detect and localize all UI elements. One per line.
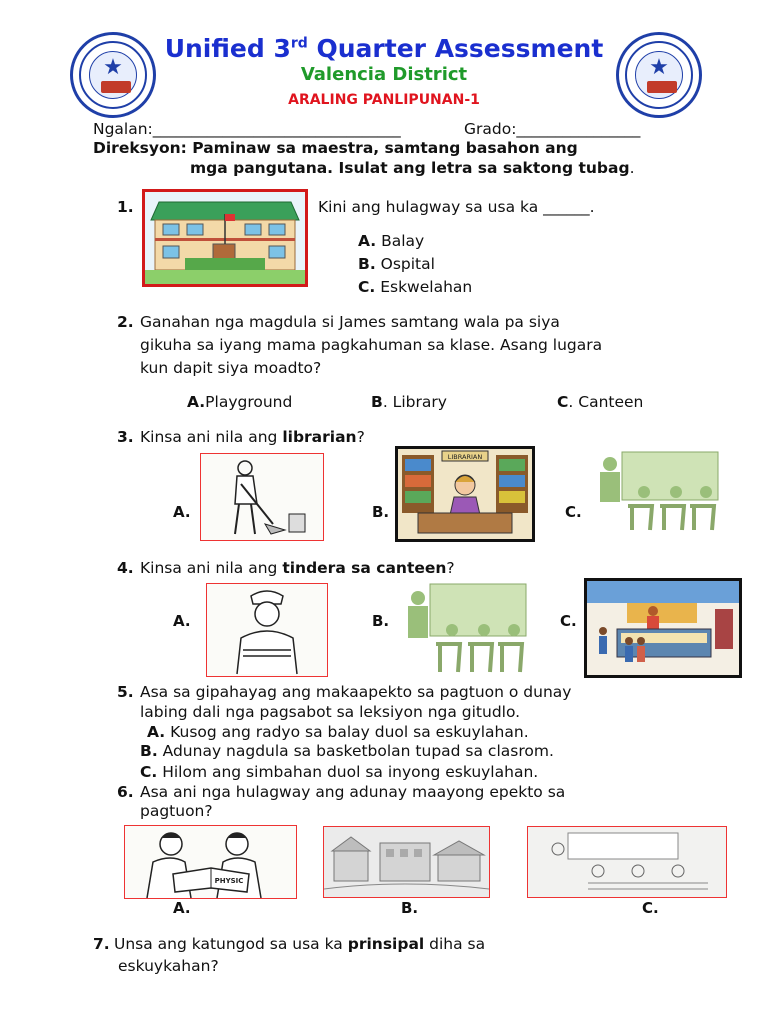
- q4-prompt: Kinsa ani nila ang tindera sa canteen?: [140, 559, 455, 577]
- q6-line-1: Asa ani nga hulagway ang adunay maayong epekto sa: [140, 783, 566, 801]
- town-scene-image: [323, 826, 490, 898]
- q5-option-b: B. Adunay nagdula sa basketbolan tupad sa clasrom.: [140, 742, 554, 760]
- q3-number: 3.: [117, 428, 134, 446]
- page-title: Unified 3rd Quarter Assessment: [164, 34, 604, 63]
- name-field-label: Ngalan:________________________________: [93, 120, 401, 138]
- deped-seal-right: ★: [616, 32, 702, 118]
- canteen-image: [584, 578, 742, 678]
- q7-number: 7.: [93, 935, 110, 953]
- teacher-classroom-image-2: [396, 580, 532, 678]
- q2-option-a: A.Playground: [187, 393, 293, 411]
- q3-label-c: C.: [565, 503, 582, 521]
- q4-label-a: A.: [173, 612, 191, 630]
- directions-line-1: Direksyon: Paminaw sa maestra, samtang basahon ang: [93, 139, 578, 157]
- q1-option-a: A. Balay: [358, 232, 425, 250]
- district-label: Valencia District: [300, 64, 468, 85]
- q5-line-1: Asa sa gipahayag ang makaapekto sa pagtuon o dunay: [140, 683, 572, 701]
- q2-line-2: gikuha sa iyang mama pagkahuman sa klase. Asang lugara: [140, 336, 603, 354]
- q3-prompt: Kinsa ani nila ang librarian?: [140, 428, 365, 446]
- svg-text:LIBRARIAN: LIBRARIAN: [447, 453, 483, 461]
- directions-line-2: mga pangutana. Isulat ang letra sa saktong tubag.: [190, 159, 635, 177]
- librarian-image: [395, 446, 535, 542]
- subject-label: ARALING PANLIPUNAN-1: [288, 92, 480, 108]
- q1-option-b: B. Ospital: [358, 255, 435, 273]
- q5-option-c: C. Hilom ang simbahan duol sa inyong eskuylahan.: [140, 763, 539, 781]
- janitor-mopping-image: [200, 453, 324, 541]
- q6-line-2: pagtuon?: [140, 802, 213, 820]
- q1-prompt: Kini ang hulagway sa usa ka ______.: [318, 198, 595, 216]
- deped-seal-left: ★: [70, 32, 156, 118]
- q2-option-c: C. Canteen: [557, 393, 644, 411]
- q6-label-b: B.: [401, 899, 419, 917]
- svg-text:PHYSIC: PHYSIC: [214, 877, 244, 885]
- q2-number: 2.: [117, 313, 134, 331]
- q4-number: 4.: [117, 559, 134, 577]
- q4-label-b: B.: [372, 612, 390, 630]
- q5-option-a: A. Kusog ang radyo sa balay duol sa eskuylahan.: [147, 723, 529, 741]
- q2-option-b: B. Library: [371, 393, 447, 411]
- q1-number: 1.: [117, 198, 134, 216]
- q6-label-a: A.: [173, 899, 191, 917]
- q7-line-1: Unsa ang katungod sa usa ka prinsipal diha sa: [114, 935, 486, 953]
- q6-label-c: C.: [642, 899, 659, 917]
- q4-label-c: C.: [560, 612, 577, 630]
- children-reading-image: [124, 825, 297, 899]
- school-building-image: [142, 189, 308, 287]
- q7-line-2: eskuykahan?: [118, 957, 219, 975]
- q3-label-a: A.: [173, 503, 191, 521]
- q2-line-1: Ganahan nga magdula si James samtang wala pa siya: [140, 313, 560, 331]
- grade-field-label: Grado:________________: [464, 120, 641, 138]
- q5-number: 5.: [117, 683, 134, 701]
- q6-number: 6.: [117, 783, 134, 801]
- classroom-sketch-image: [527, 826, 727, 898]
- q5-line-2: labing dali nga pagsabot sa leksiyon nga gitudlo.: [140, 703, 521, 721]
- q1-option-c: C. Eskwelahan: [358, 278, 473, 296]
- teacher-classroom-image: [588, 448, 724, 536]
- q2-line-3: kun dapit siya moadto?: [140, 359, 322, 377]
- q3-label-b: B.: [372, 503, 390, 521]
- nurse-image: [206, 583, 328, 677]
